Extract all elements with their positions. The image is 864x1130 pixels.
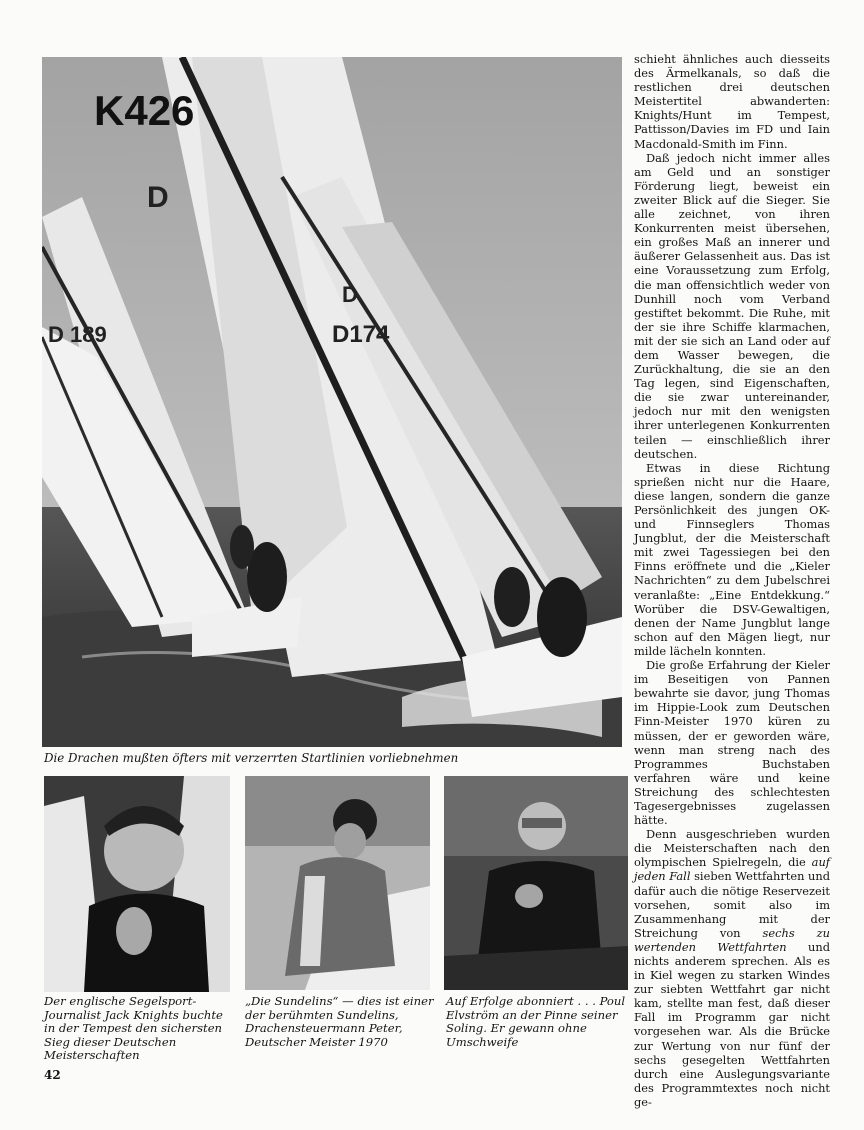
article-paragraph: Die große Erfahrung der Kieler im Beseitigen von Pannen bewahrte sie davor, jung Thomas im Hippie-Look zum Deutschen Finn-Meister 1970 küren zu müssen, der er geworden wäre, wenn man streng nach des Programmes Buchstaben verfahren wäre und keine Streichung des schlechtesten Tagesergebnisses zugelassen hätte. (634, 658, 830, 828)
sail-number-d174: D174 (332, 321, 390, 348)
article-paragraph: Daß jedoch nicht immer alles am Geld und an sonstiger Förderung liegt, beweist ein zweiter Blick auf die Sieger. Sie alle zeichnet, von ihren Konkurrenten meist übersehen, ein großes Maß an innerer und äußerer Gelassenheit aus. Das ist eine Voraussetzung zum Erfolg, die man offensichtlich weder von Dunhill noch vom Verband gestiftet bekommt. Die Ruhe, mit der sie ihre Schiffe klarmachen, mit der sie sich an Land oder auf dem Wasser bewegen, die Zurückhaltung, die sie an den Tag legen, sind Eigenschaften, die sie zwar untereinander, jedoch nur mit den wenigsten ihrer unterlegenen Konkurrenten teilen — einschließlich ihrer deutschen. (634, 150, 830, 461)
emphasis: sechs zu wertenden Wettfahrten (634, 925, 830, 954)
article-column (634, 52, 830, 1109)
main-photo-dragon-boats (42, 57, 622, 747)
main-photo-caption: Die Drachen mußten öfters mit verzerrten Startlinien vorliebnehmen (44, 751, 459, 765)
emphasis: auf jeden Fall (634, 855, 830, 884)
text-run: sieben Wettfahrten und dafür auch die nötige Reservezeit vorsehen, somit also im Zusammenhang mit der Streichung von (634, 869, 831, 940)
photo-sundelin (245, 776, 430, 990)
photo-poul-elvstroem (444, 776, 628, 990)
jack-knights-illustration (44, 776, 230, 992)
sail-number-d189: D 189 (48, 322, 107, 347)
text-run: Denn ausgeschrieben wurden die Meisterschaften nach den olympischen Spielregeln, die (634, 827, 830, 870)
photo-elvstroem-caption: Auf Erfolge abonniert . . . Poul Elvström an der Pinne seiner Soling. Er gewann ohne Umschweife (446, 994, 626, 1049)
article-paragraph-last (634, 827, 830, 1109)
poul-elvstroem-illustration (444, 776, 628, 990)
sail-letter-d: D (147, 181, 169, 214)
photo-jack-knights-caption: Der englische Segelsport-Journalist Jack Knights buchte in der Tempest den sichersten Sieg dieser Deutschen Meisterschaften (44, 994, 223, 1063)
sail-letter-d-2: D (342, 282, 358, 307)
sail-number-k426: K426 (94, 87, 195, 134)
text-run: und nichts anderem sprechen. Als es in Kiel wegen zu starken Windes zur siebten Wettfahrt gar nicht kam, stellte man fest, daß dieser Fall im Programm gar nicht vorgesehen war. Als die Brücke zur Wertung von nur fünf der sechs gesegelten Wettfahrten durch eine Auslegungsvariante des Programmtextes noch nicht ge- (634, 939, 830, 1109)
article-paragraph: Etwas in diese Richtung sprießen nicht nur die Haare, diese langen, sondern die ganze Persönlichkeit des jungen OK- und Finnseglers Thomas Jungblut, der die Meisterschaft mit zwei Tagessiegen bei den Finns eröffnete und die „Kieler Nachrichten“ zu dem Jubelschrei veranlaßte: „Eine Entdekkung.“ Worüber die DSV-Gewaltigen, denen der Name Jungblut lange schon auf den Mägen liegt, nur milde lächeln konnten. (634, 460, 830, 658)
sundelin-illustration (245, 776, 430, 990)
page-number: 42 (44, 1068, 61, 1082)
dragon-boats-illustration (42, 57, 622, 747)
photo-jack-knights (44, 776, 230, 992)
article-paragraph: schieht ähnliches auch diesseits des Ärmelkanals, so daß die restlichen drei deutschen Meistertitel abwanderten: Knights/Hunt im Tempest, Pattisson/Davies im FD und Iain Macdonald-Smith im Finn. (634, 52, 830, 151)
photo-sundelin-caption: „Die Sundelins“ — dies ist einer der berühmten Sundelins, Drachensteuermann Peter, Deutscher Meister 1970 (245, 994, 434, 1049)
